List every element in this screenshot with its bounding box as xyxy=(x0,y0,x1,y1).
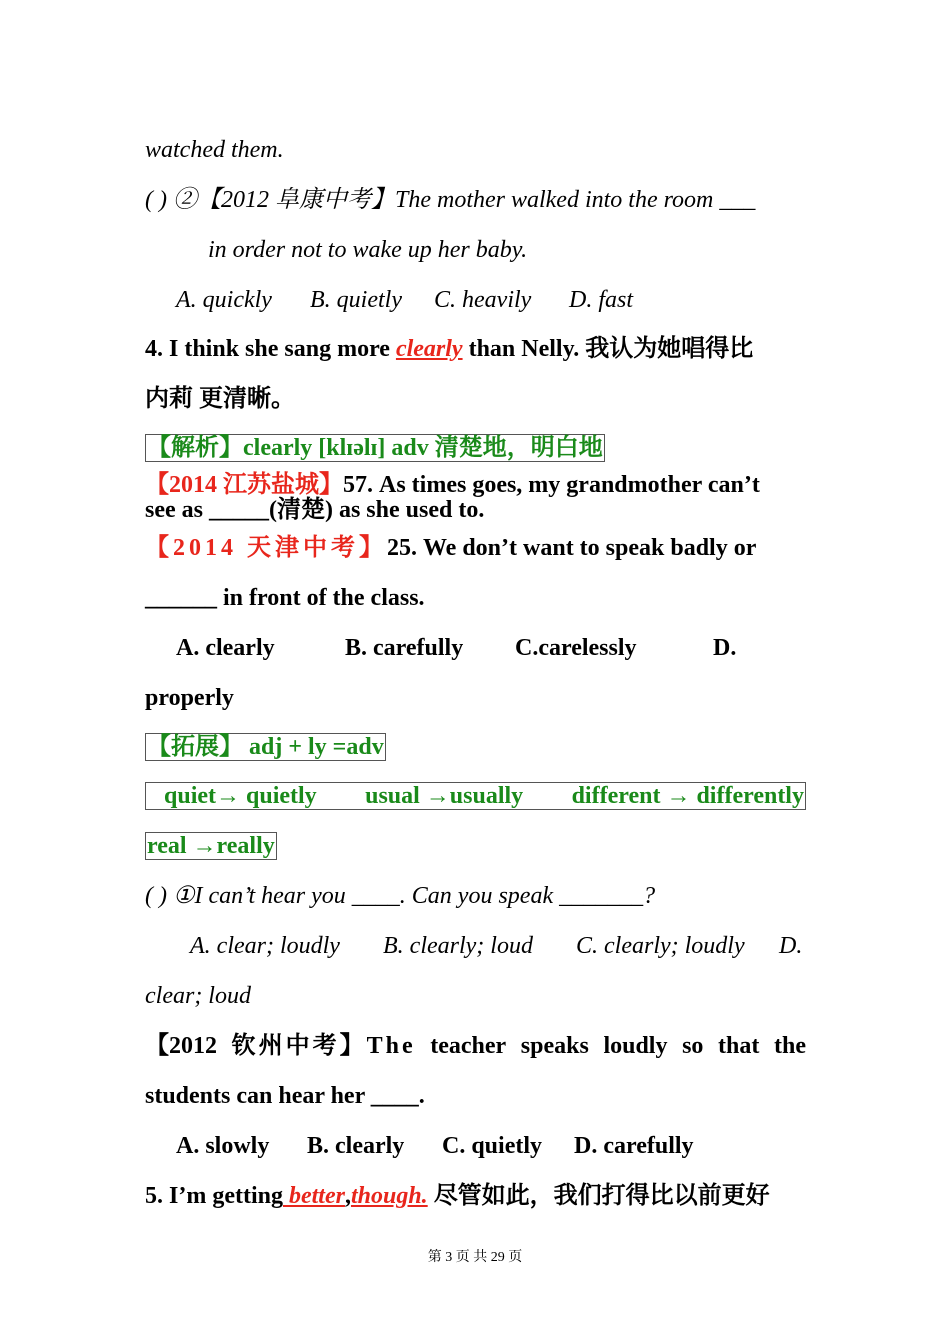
line-text: in order not to wake up her baby. xyxy=(208,237,528,263)
answer-paren: ( ) xyxy=(145,187,167,213)
question-line-cont xyxy=(145,583,806,613)
extension-box xyxy=(145,732,806,762)
option-a: A. slowly xyxy=(176,1133,270,1159)
options-line-cont xyxy=(145,683,806,713)
example-item: quiet→ quietly xyxy=(164,783,317,809)
question-line-cont xyxy=(145,495,806,525)
question-word: loudly xyxy=(603,1033,668,1059)
page-number: 第 3 页 共 29 页 xyxy=(427,1250,523,1265)
translation-line xyxy=(145,384,806,414)
sentence-text: than Nelly. 我认为她唱得比 xyxy=(462,336,754,362)
exam-question-qinzhou xyxy=(145,1031,806,1061)
sentence-text: 尽管如此，我们打得比以前更好 xyxy=(427,1183,770,1209)
question-word: so xyxy=(682,1033,704,1059)
line-text: clear; loud xyxy=(145,983,251,1009)
option-a: A. quickly xyxy=(176,287,272,313)
line-text: students can hear her ____. xyxy=(145,1083,425,1109)
question-text: ①I can’t hear you ____. Can you speak _______? xyxy=(172,883,656,909)
option-d: D. carefully xyxy=(574,1133,694,1159)
option-d: D. xyxy=(713,635,737,661)
question-word: the xyxy=(773,1033,806,1059)
options-line xyxy=(176,633,806,663)
sentence-text: 5. I’m getting xyxy=(145,1183,283,1209)
analysis-text: 【解析】clearly [klɪəlɪ] adv 清楚地，明白地 xyxy=(147,435,603,461)
option-a: A. clearly xyxy=(176,635,275,661)
question-text: 25. We don’t want to speak badly or xyxy=(387,535,757,561)
question-word: teacher xyxy=(430,1033,507,1059)
extension-examples-box xyxy=(145,782,806,810)
option-c: C. heavily xyxy=(434,287,532,313)
keyword: better xyxy=(282,1183,345,1209)
example-item: real →really xyxy=(147,833,275,859)
options-line xyxy=(190,931,806,961)
option-b: B. quietly xyxy=(310,287,402,313)
question-word: 钦州中考】The xyxy=(231,1033,416,1059)
question-line-cont xyxy=(208,235,806,265)
question-word: 【2012 xyxy=(145,1033,217,1059)
exam-tag: 【2014 天津中考】 xyxy=(145,535,387,561)
option-d: D. fast xyxy=(569,287,634,313)
question-line xyxy=(145,881,806,911)
question-text: 57. As times goes, my grandmother can’t xyxy=(343,472,760,498)
options-line-cont xyxy=(145,981,806,1011)
sentence-5 xyxy=(145,1181,806,1211)
question-line xyxy=(145,185,806,215)
line-text: ______ in front of the class. xyxy=(145,585,425,611)
example-item: different → differently xyxy=(571,783,804,809)
text-line xyxy=(145,135,806,165)
sentence-4 xyxy=(145,334,806,364)
option-c: C. clearly; loudly xyxy=(576,933,745,959)
keyword: clearly xyxy=(395,336,463,362)
option-b: B. clearly xyxy=(307,1133,405,1159)
exam-tag: 【2014 江苏盐城】 xyxy=(145,472,343,498)
sentence-text: , xyxy=(344,1183,351,1209)
option-d: D. xyxy=(779,933,803,959)
answer-paren: ( ) xyxy=(145,883,167,909)
option-c: C. quietly xyxy=(442,1133,543,1159)
examples-row xyxy=(145,782,806,810)
question-line-cont xyxy=(145,1081,806,1111)
line-text: see as _____(清楚) as she used to. xyxy=(145,497,485,523)
page-footer xyxy=(0,1246,950,1266)
line-text: 内莉 更清晰。 xyxy=(145,386,295,412)
option-c: C.carelessly xyxy=(515,635,637,661)
exam-question-tianjin xyxy=(145,533,806,563)
options-line xyxy=(176,1131,806,1161)
option-b: B. carefully xyxy=(345,635,464,661)
line-text: watched them. xyxy=(145,137,284,163)
question-text: ②【2012 阜康中考】The mother walked into the room ___ xyxy=(172,187,756,213)
option-b: B. clearly; loud xyxy=(383,933,533,959)
analysis-box xyxy=(145,433,806,463)
line-text: properly xyxy=(145,685,234,711)
sentence-text: 4. I think she sang more xyxy=(145,336,396,362)
extension-example-box xyxy=(145,831,806,861)
keyword: though. xyxy=(350,1183,428,1209)
question-word: speaks xyxy=(520,1033,589,1059)
example-item: usual →usually xyxy=(365,783,524,809)
options-line xyxy=(176,285,806,315)
option-a: A. clear; loudly xyxy=(190,933,340,959)
question-word: that xyxy=(718,1033,760,1059)
extension-text: 【拓展】 adj + ly =adv xyxy=(147,734,384,760)
